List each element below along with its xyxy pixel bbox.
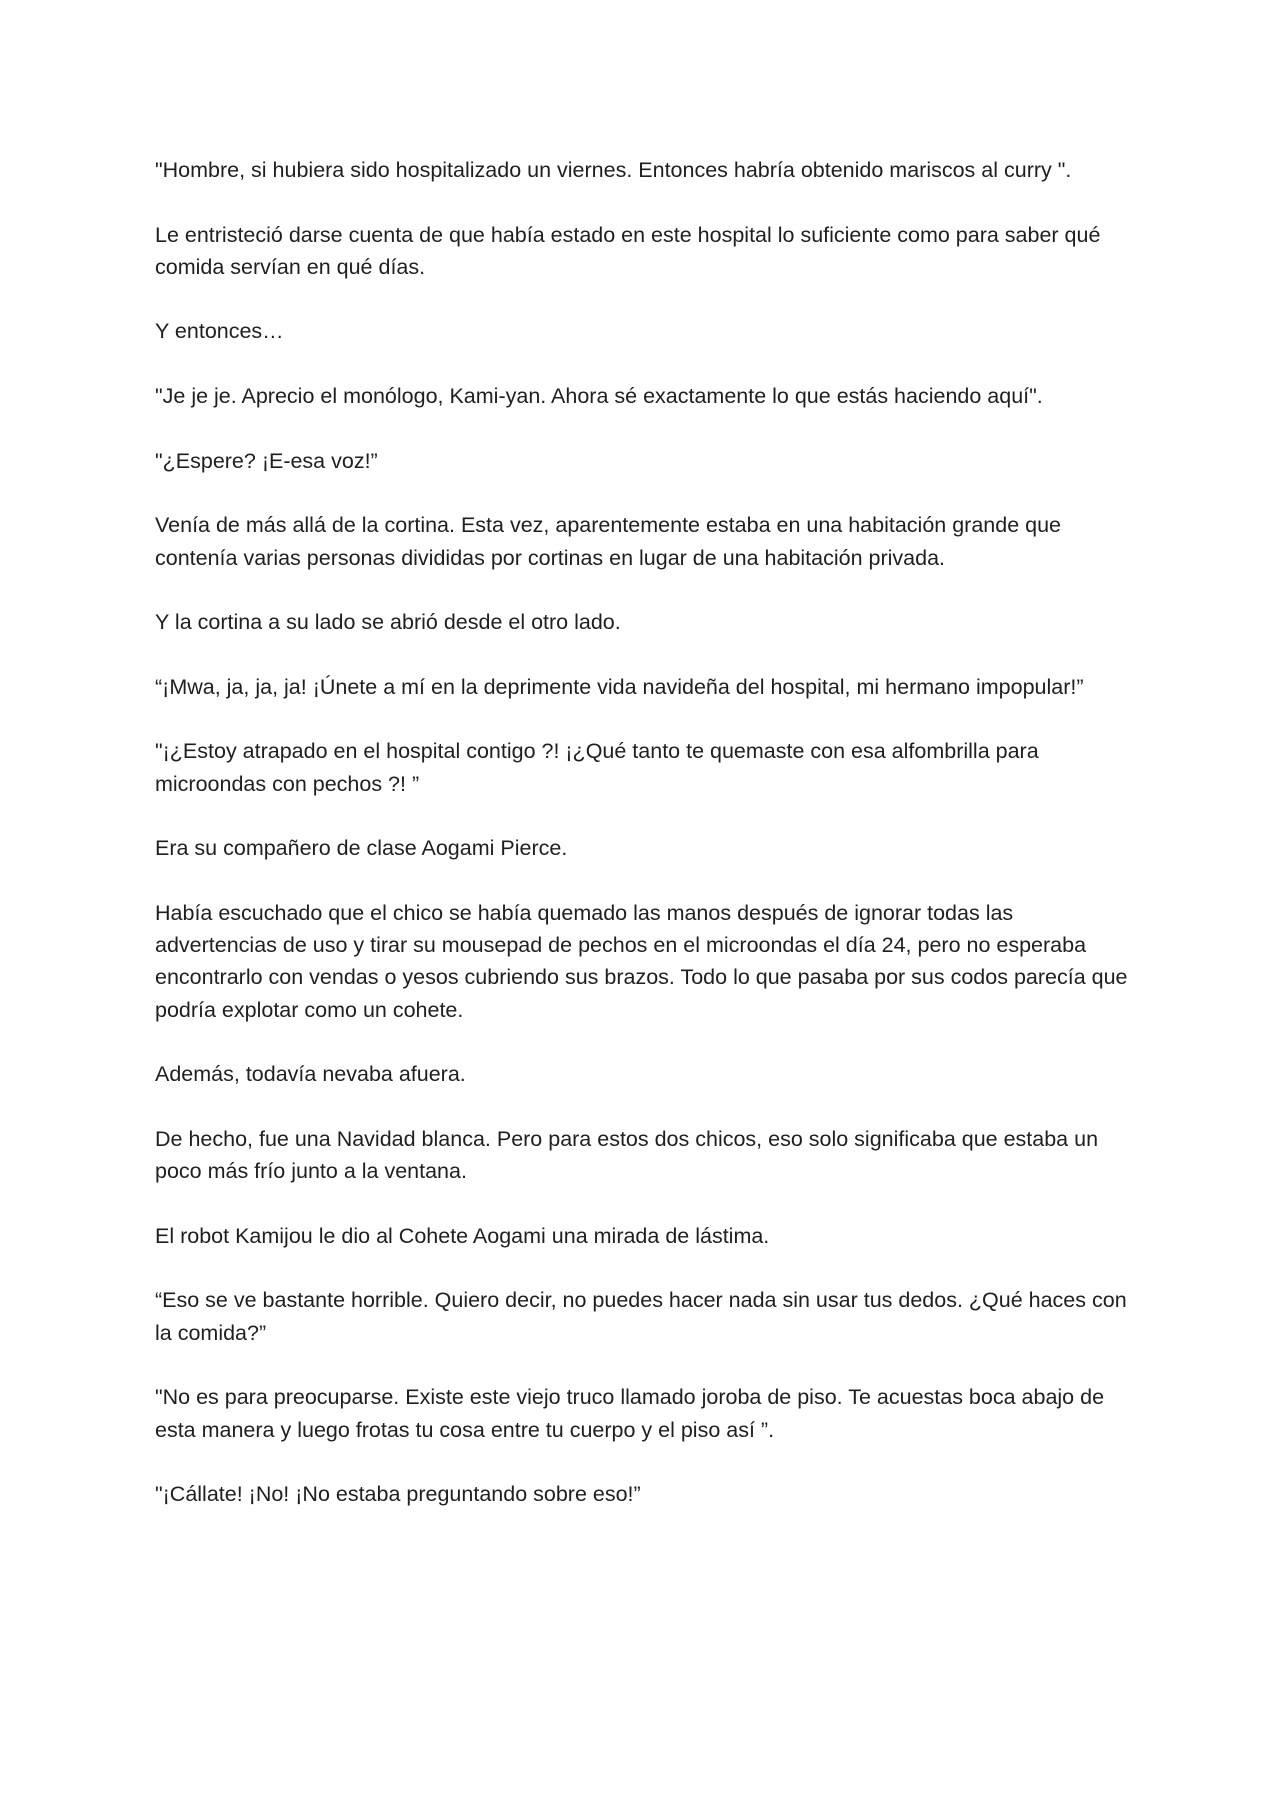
paragraph: El robot Kamijou le dio al Cohete Aogami una mirada de lástima. bbox=[155, 1223, 770, 1248]
paragraph: Y la cortina a su lado se abrió desde el otro lado. bbox=[155, 610, 621, 635]
paragraph: "Hombre, si hubiera sido hospitalizado un viernes. Entonces habría obtenido mariscos al curry ". bbox=[155, 158, 1072, 182]
paragraph: Le entristeció darse cuenta de que había estado en este hospital lo suficiente como para saber qué comida servían en qué días. bbox=[155, 222, 1101, 279]
paragraph: De hecho, fue una Navidad blanca. Pero para estos dos chicos, eso solo significaba que estaba un poco más frío junto a la ventana. bbox=[155, 1126, 1099, 1184]
paragraph: Venía de más allá de la cortina. Esta vez, aparentemente estaba en una habitación grande que contenía varias personas divididas por cortinas en lugar de una habitación privada. bbox=[155, 513, 1062, 570]
paragraph: "¡Cállate! ¡No! ¡No estaba preguntando sobre eso!” bbox=[155, 1482, 641, 1507]
paragraph: Además, todavía nevaba afuera. bbox=[155, 1062, 466, 1087]
paragraph: "¿Espere? ¡E-esa voz!” bbox=[155, 448, 378, 473]
paragraph: "¡¿Estoy atrapado en el hospital contigo ?! ¡¿Qué tanto te quemaste con esa alfombrilla para microondas con pechos ?! ” bbox=[155, 739, 1039, 796]
paragraph: “Eso se ve bastante horrible. Quiero decir, no puedes hacer nada sin usar tus dedos. ¿Qué haces con la comida?” bbox=[155, 1288, 1127, 1345]
paragraph: “¡Mwa, ja, ja, ja! ¡Únete a mí en la deprimente vida navideña del hospital, mi hermano impopular!” bbox=[155, 674, 1084, 699]
document-page bbox=[155, 154, 1130, 1543]
paragraph: "No es para preocuparse. Existe este viejo truco llamado joroba de piso. Te acuestas boca abajo de esta manera y luego frotas tu cosa entre tu cuerpo y el piso así ”. bbox=[155, 1385, 1105, 1442]
paragraph: "Je je je. Aprecio el monólogo, Kami-yan. Ahora sé exactamente lo que estás haciendo aquí". bbox=[155, 384, 1043, 409]
paragraph: Y entonces… bbox=[155, 319, 284, 344]
paragraph: Había escuchado que el chico se había quemado las manos después de ignorar todas las advertencias de uso y tirar su mousepad de pechos en el microondas el día 24, pero no esperaba encontrarlo con vendas o yesos cubriendo sus brazos. Todo lo que pasaba por sus codos parecía que podría explotar como un cohete. bbox=[155, 900, 1128, 1022]
paragraph: Era su compañero de clase Aogami Pierce. bbox=[155, 836, 568, 861]
